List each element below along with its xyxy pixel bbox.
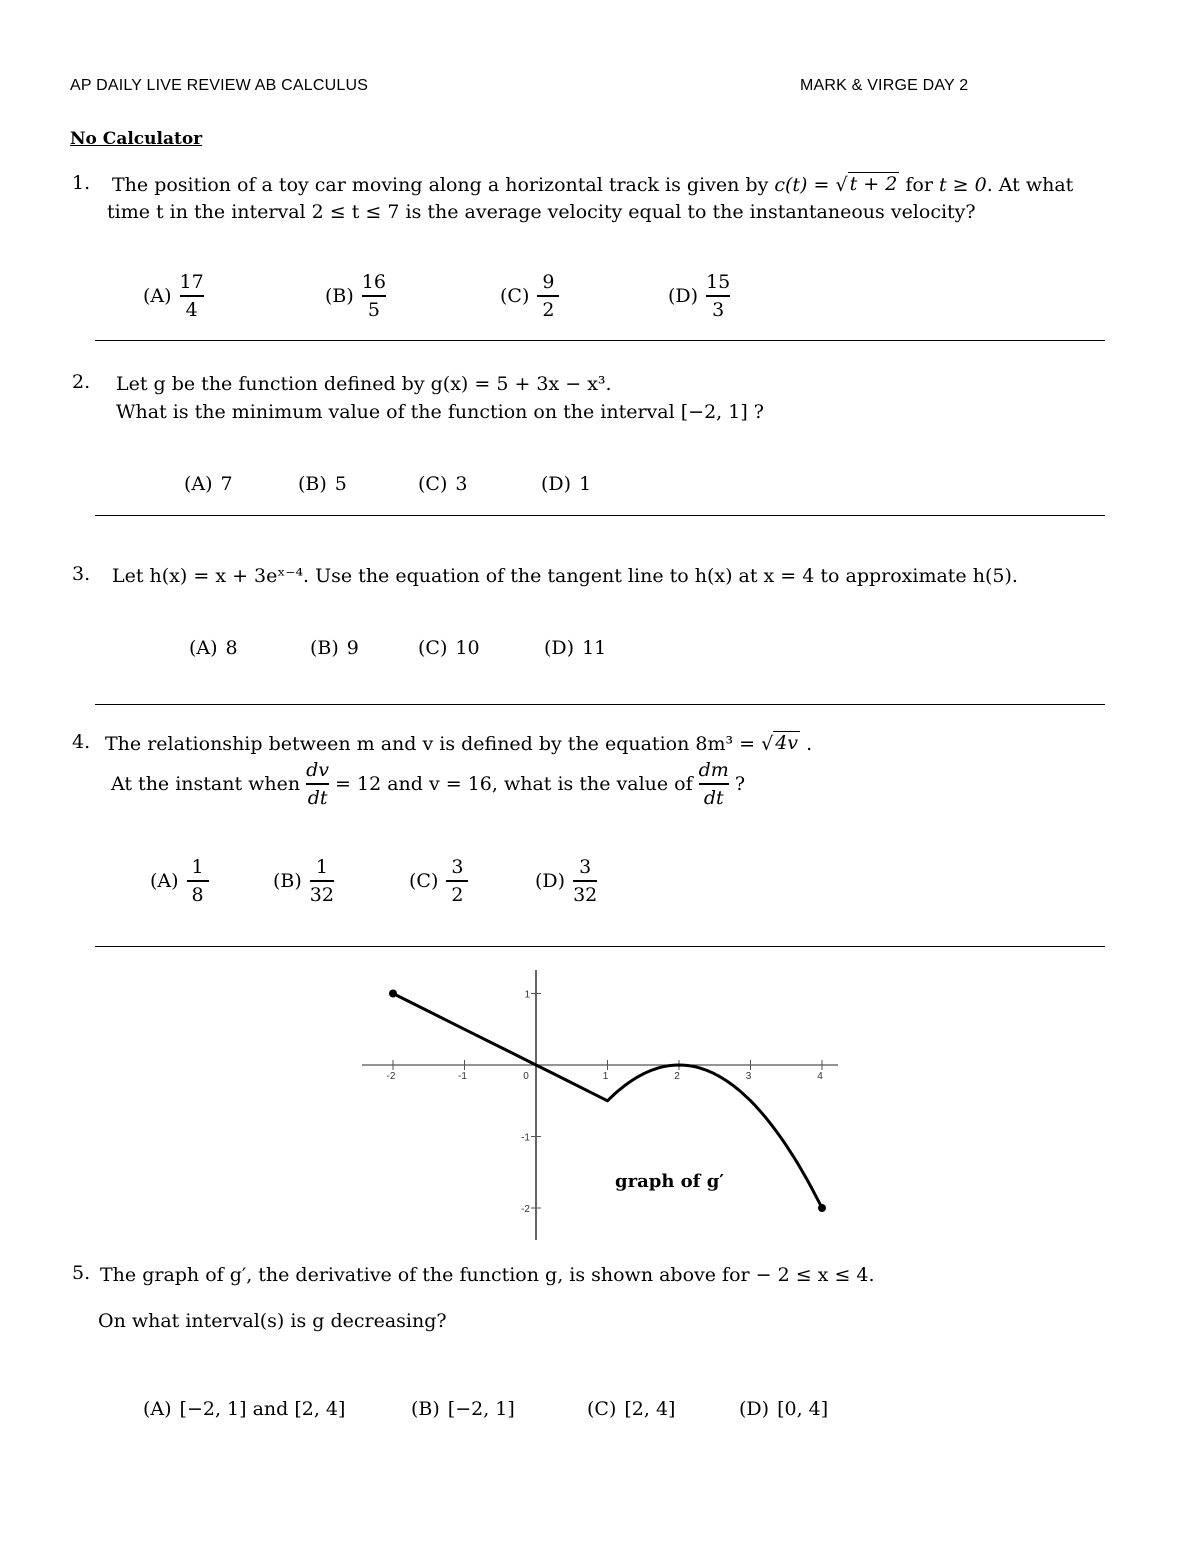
q4-option-a-label: (A): [150, 870, 179, 892]
q4-option-d-den: 32: [573, 884, 598, 906]
q2-option-c-label: (C): [418, 473, 448, 495]
q4-option-d-frac: [573, 855, 597, 907]
q5-option-d-label: (D): [739, 1398, 770, 1420]
q5-option-b-value: [−2, 1]: [447, 1398, 515, 1420]
q1-option-b-num: 16: [361, 271, 386, 293]
q4-text-a: The relationship between m and v is defined by the equation 8m³ =: [105, 733, 762, 755]
header-left: AP DAILY LIVE REVIEW AB CALCULUS: [70, 77, 369, 94]
q3-option-a-value: 8: [225, 637, 238, 659]
q3-option-a-label: (A): [189, 637, 218, 659]
q1-option-a-num: 17: [179, 271, 204, 293]
q4-option-b-num: 1: [315, 856, 328, 878]
q3-option-c-label: (C): [418, 637, 448, 659]
x-tick-label: 1: [602, 1071, 609, 1082]
q5-option-d-value: [0, 4]: [777, 1398, 829, 1420]
x-tick-label: 2: [674, 1071, 680, 1082]
q3-option-d-label: (D): [544, 637, 575, 659]
q2-option-a-label: (A): [184, 473, 213, 495]
q1-option-c-label: (C): [500, 285, 530, 307]
q4-option-b-label: (B): [273, 870, 302, 892]
q5-line2: On what interval(s) is g decreasing?: [98, 1310, 447, 1332]
header-right: MARK & VIRGE DAY 2: [800, 77, 969, 94]
q5-option-c-value: [2, 4]: [624, 1398, 676, 1420]
q1-option-d: [668, 270, 730, 322]
q1-cond: t ≥ 0: [938, 174, 987, 196]
graph-caption: graph of g′: [615, 1171, 725, 1192]
q2-option-d-value: 1: [579, 473, 592, 495]
q1-option-a-den: 4: [185, 299, 198, 321]
divider-2: [95, 515, 1105, 516]
q4-option-c-label: (C): [409, 870, 439, 892]
gprime-graph: [350, 965, 850, 1250]
q4-dvdt: [306, 758, 329, 810]
endpoint-dot: [389, 990, 397, 998]
q2-line1: Let g be the function defined by g(x) = 5 + 3x − x³.: [116, 373, 612, 395]
q3-option-b-label: (B): [310, 637, 339, 659]
q5-option-a-value: [−2, 1] and [2, 4]: [179, 1398, 346, 1420]
q4-option-b-frac: [310, 855, 334, 907]
q5-number: 5.: [72, 1262, 91, 1284]
q3-option-c: [418, 637, 480, 659]
q5-option-b: [411, 1398, 515, 1420]
q4-question-mark: ?: [734, 772, 746, 795]
x-tick-label: -1: [458, 1071, 467, 1082]
x-tick-label: -2: [386, 1071, 396, 1082]
q5-option-a-label: (A): [143, 1398, 172, 1420]
q1-option-d-label: (D): [668, 285, 699, 307]
q5-option-d: [739, 1398, 828, 1420]
q4-text-instant: At the instant when: [111, 772, 301, 795]
q2-option-b-label: (B): [298, 473, 327, 495]
q1-option-a-label: (A): [143, 285, 172, 307]
divider-3: [95, 704, 1105, 705]
q1-number: 1.: [72, 172, 91, 194]
divider-1: [95, 340, 1105, 341]
divider-4: [95, 946, 1105, 947]
q1-option-b: [325, 270, 386, 322]
q5-line1: The graph of g′, the derivative of the function g, is shown above for − 2 ≤ x ≤ 4.: [100, 1264, 875, 1286]
x-tick-label: 4: [817, 1071, 823, 1082]
q4-option-d-num: 3: [579, 856, 592, 878]
q1-text-c: . At what: [986, 174, 1074, 196]
q2-option-a: [184, 473, 233, 495]
q1-line1: [112, 172, 1073, 199]
q1-option-a-frac: [180, 270, 204, 322]
gprime-line: [393, 994, 822, 1209]
q1-option-c-frac: [537, 270, 559, 322]
q4-option-a-den: 8: [191, 884, 204, 906]
q4-option-b: [273, 855, 334, 907]
q1-option-d-den: 3: [712, 299, 725, 321]
q4-text-given: = 12 and v = 16, what is the value of: [335, 772, 693, 795]
q4-option-b-den: 32: [309, 884, 334, 906]
q3-option-b-value: 9: [346, 637, 359, 659]
q2-option-d: [541, 473, 591, 495]
q1-line2: time t in the interval 2 ≤ t ≤ 7 is the average velocity equal to the instantaneous velocity?: [107, 201, 976, 223]
q3-number: 3.: [72, 563, 91, 585]
q4-option-a-frac: [187, 855, 209, 907]
q1-option-a: [143, 270, 204, 322]
q4-option-c: [409, 855, 468, 907]
q4-dv: dv: [306, 759, 330, 781]
q4-option-a-num: 1: [191, 856, 204, 878]
q3-option-c-value: 10: [455, 637, 480, 659]
q3-option-d-value: 11: [582, 637, 607, 659]
q1-option-b-frac: [362, 270, 386, 322]
q2-option-b: [298, 473, 347, 495]
q4-dt-1: dt: [307, 787, 328, 809]
q1-option-c: [500, 270, 559, 322]
q4-radicand: 4v: [775, 732, 799, 754]
q5-option-c-label: (C): [587, 1398, 617, 1420]
q4-sqrt: √ 4v: [761, 732, 799, 755]
x-tick-label: 3: [745, 1071, 752, 1082]
q1-radicand: t + 2: [849, 173, 898, 195]
q4-option-c-den: 2: [451, 884, 464, 906]
q2-option-d-label: (D): [541, 473, 572, 495]
graph-axes: [362, 970, 838, 1240]
q5-option-c: [587, 1398, 675, 1420]
y-tick-label: -1: [521, 1132, 530, 1144]
q1-func: c(t) =: [774, 174, 836, 196]
q1-text-a: The position of a toy car moving along a horizontal track is given by: [112, 174, 775, 196]
section-title: No Calculator: [70, 129, 203, 149]
q4-option-c-num: 3: [451, 856, 464, 878]
q1-option-d-frac: [706, 270, 730, 322]
q2-option-c-value: 3: [455, 473, 468, 495]
q5-option-b-label: (B): [411, 1398, 440, 1420]
q1-option-c-den: 2: [542, 299, 555, 321]
q4-option-c-frac: [446, 855, 468, 907]
q4-line1: [105, 731, 812, 758]
q4-dt-2: dt: [703, 787, 724, 809]
q2-option-b-value: 5: [334, 473, 347, 495]
q4-line2: [111, 758, 745, 810]
q4-dmdt: [699, 758, 729, 810]
endpoint-dot: [818, 1204, 826, 1212]
q1-text-b: for: [899, 174, 939, 196]
q2-option-a-value: 7: [220, 473, 233, 495]
q4-option-d-label: (D): [535, 870, 566, 892]
q3-option-d: [544, 637, 606, 659]
q1-sqrt: √ t + 2: [835, 173, 898, 196]
q4-number: 4.: [72, 731, 91, 753]
y-tick-label: -2: [521, 1204, 530, 1215]
q4-text-b: .: [800, 733, 813, 755]
graph-curve: [386, 990, 826, 1213]
q4-option-d: [535, 855, 597, 907]
q1-option-b-den: 5: [367, 299, 380, 321]
y-tick-label: 1: [524, 989, 530, 1001]
q3-option-a: [189, 637, 238, 659]
q3-option-b: [310, 637, 359, 659]
x-tick-label: 0: [523, 1071, 529, 1082]
q2-number: 2.: [72, 371, 91, 393]
q4-option-a: [150, 855, 209, 907]
q3-line1: Let h(x) = x + 3eˣ⁻⁴. Use the equation of the tangent line to h(x) at x = 4 to approximate h(5).: [112, 565, 1018, 587]
q2-option-c: [418, 473, 467, 495]
q2-line2: What is the minimum value of the function on the interval [−2, 1] ?: [116, 401, 764, 423]
q1-option-b-label: (B): [325, 285, 354, 307]
q4-dm: dm: [698, 759, 729, 781]
q5-option-a: [143, 1398, 345, 1420]
q1-option-d-num: 15: [706, 271, 731, 293]
q1-option-c-num: 9: [542, 271, 555, 293]
